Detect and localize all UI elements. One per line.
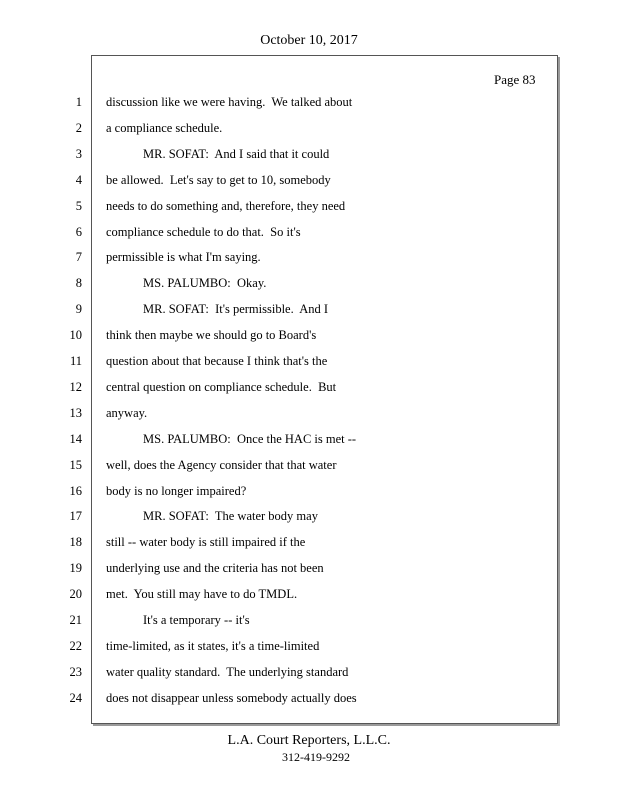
transcript-line: [0, 558, 560, 578]
line-text: time-limited, as it states, it's a time-limited: [106, 638, 320, 653]
line-number: 16: [69, 483, 82, 498]
line-text: MR. SOFAT: And I said that it could: [143, 146, 330, 161]
line-text: anyway.: [106, 405, 148, 420]
transcript-line: [0, 118, 560, 138]
transcript-line: [0, 688, 560, 708]
line-number: 14: [69, 431, 82, 446]
line-text: question about that because I think that's the: [106, 354, 328, 368]
transcript-line: [0, 144, 560, 164]
line-text: permissible is what I'm saying.: [106, 250, 261, 265]
line-text: water quality standard. The underlying standard: [106, 664, 349, 679]
footer-phone: 312-419-9292: [282, 750, 350, 764]
transcript-line: [0, 610, 560, 630]
line-number: 21: [69, 613, 82, 627]
footer-company: L.A. Court Reporters, L.L.C.: [227, 733, 391, 748]
transcript-line: [0, 532, 560, 552]
line-number: 3: [75, 146, 82, 161]
line-text: central question on compliance schedule. But: [106, 379, 337, 394]
transcript-date: October 10, 2017: [260, 33, 358, 48]
line-text: MR. SOFAT: It's permissible. And I: [143, 302, 329, 317]
line-number: 23: [69, 664, 82, 679]
line-number: 9: [75, 302, 82, 317]
line-number: 15: [69, 457, 82, 472]
line-text: body is no longer impaired?: [106, 483, 247, 498]
transcript-line: [0, 273, 560, 293]
line-number: 5: [75, 198, 82, 213]
transcript-line: [0, 506, 560, 526]
line-text: compliance schedule to do that. So it's: [106, 224, 301, 239]
line-text: It's a temporary -- it's: [143, 613, 250, 627]
line-number: 2: [75, 120, 82, 135]
transcript-line: [0, 196, 560, 216]
transcript-line: [0, 429, 560, 449]
line-number: 7: [75, 250, 82, 265]
transcript-line: [0, 351, 560, 371]
line-number: 24: [69, 690, 82, 705]
transcript-line: [0, 377, 560, 397]
line-number: 20: [69, 587, 82, 602]
line-text: met. You still may have to do TMDL.: [106, 587, 298, 602]
transcript-line: [0, 247, 560, 267]
line-number: 8: [75, 276, 82, 291]
transcript-line: [0, 584, 560, 604]
transcript-line: [0, 403, 560, 423]
line-text: still -- water body is still impaired if the: [106, 535, 306, 550]
line-text: needs to do something and, therefore, they need: [106, 198, 346, 213]
line-text: MR. SOFAT: The water body may: [143, 509, 318, 524]
line-text: MS. PALUMBO: Okay.: [143, 276, 267, 291]
line-number: 22: [69, 638, 82, 653]
line-number: 19: [69, 561, 82, 576]
line-number: 6: [75, 224, 82, 239]
line-text: well, does the Agency consider that that water: [106, 457, 337, 472]
transcript-line: [0, 325, 560, 345]
line-text: be allowed. Let's say to get to 10, somebody: [106, 172, 331, 187]
line-text: MS. PALUMBO: Once the HAC is met --: [143, 431, 357, 446]
line-text: think then maybe we should go to Board's: [106, 328, 317, 343]
line-number: 17: [69, 509, 82, 524]
line-number: 4: [75, 172, 82, 187]
line-text: discussion like we were having. We talked about: [106, 95, 353, 109]
transcript-line: [0, 222, 560, 242]
transcript-line: [0, 299, 560, 319]
transcript-line: [0, 170, 560, 190]
line-number: 10: [69, 328, 82, 343]
line-number: 18: [69, 535, 82, 550]
line-number: 13: [69, 405, 82, 420]
line-number: 11: [69, 354, 82, 368]
transcript-line: [0, 636, 560, 656]
page-number: Page 83: [494, 72, 536, 87]
line-text: does not disappear unless somebody actually does: [106, 690, 357, 705]
line-number: 1: [75, 95, 82, 109]
line-text: underlying use and the criteria has not been: [106, 561, 324, 576]
line-text: a compliance schedule.: [106, 120, 223, 135]
transcript-line: [0, 662, 560, 682]
transcript-line: [0, 481, 560, 501]
line-number: 12: [69, 379, 82, 394]
transcript-line: [0, 455, 560, 475]
transcript-line: [0, 92, 560, 112]
